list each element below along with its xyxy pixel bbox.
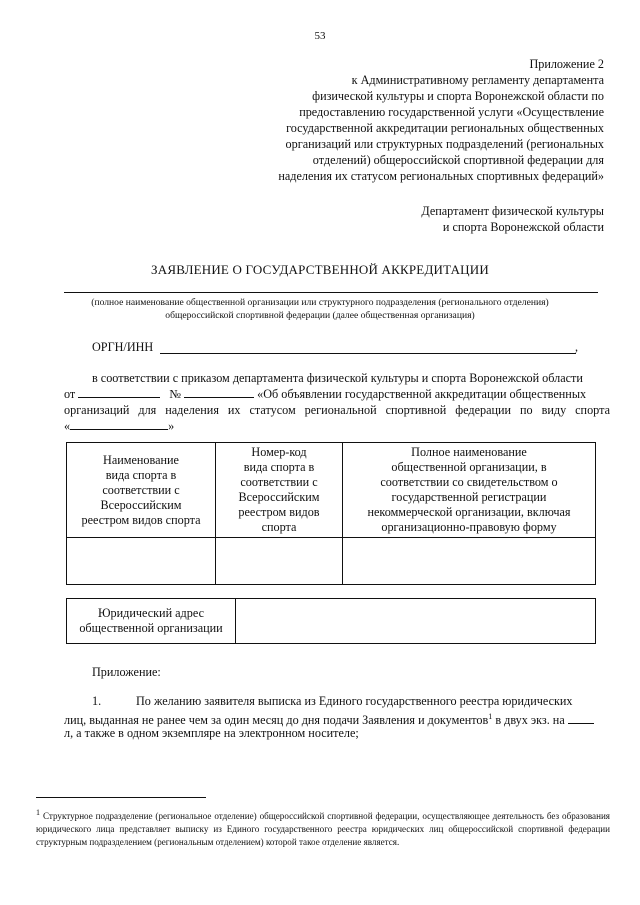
order-number-field[interactable] bbox=[184, 386, 254, 398]
appendix-header bbox=[264, 56, 604, 184]
header-sport-name: Наименование вида спорта в соответствии с Всероссийским реестром видов спорта bbox=[67, 443, 216, 538]
appendix-line: организаций или структурных подразделений (региональных bbox=[285, 137, 604, 151]
order-number-sign: № bbox=[169, 387, 181, 401]
appendix-line: предоставлению государственной услуги «Осуществление bbox=[299, 105, 604, 119]
appendix-line: наделения их статусом региональных спортивных федераций» bbox=[278, 169, 604, 183]
header-org-full-name: Полное наименование общественной организации, в соответствии со свидетельством о государственной регистрации некоммерческой организации, включая организационно-правовую форму bbox=[343, 443, 596, 538]
attachment-item-line-3: л, а также в одном экземпляре на электронном носителе; bbox=[64, 726, 359, 740]
appendix-line: к Административному регламенту департамента bbox=[351, 73, 604, 87]
recipient-line: и спорта Воронежской области bbox=[442, 220, 604, 234]
table-row bbox=[67, 599, 596, 644]
page-number: 53 bbox=[314, 30, 326, 42]
table-row bbox=[67, 538, 596, 585]
org-name-cell[interactable] bbox=[343, 538, 596, 585]
order-line-1: в соответствии с приказом департамента физической культуры и спорта Воронежской области bbox=[92, 371, 583, 385]
recipient-line: Департамент физической культуры bbox=[421, 204, 604, 218]
org-name-line[interactable] bbox=[64, 292, 598, 293]
table-header-row bbox=[67, 443, 596, 538]
address-table bbox=[66, 598, 596, 644]
sport-code-cell[interactable] bbox=[216, 538, 343, 585]
order-title: «Об объявлении государственной аккредитации общественных bbox=[257, 387, 587, 401]
org-name-caption bbox=[0, 296, 640, 322]
footnote-text: Структурное подразделение (региональное отделение) общероссийской спортивной федерации, осуществляющее деятельность без образования юридического лица представляет выписку из Единого государственного реестра юридических лиц общероссийской спортивной федерации структурным подразделением (региональным отделением) которой такое отделение является. bbox=[36, 811, 610, 848]
ogrn-label: ОРГН/ИНН bbox=[92, 340, 154, 354]
ogrn-inn-field[interactable] bbox=[160, 353, 576, 354]
sheets-count-field[interactable] bbox=[568, 712, 594, 724]
sport-kind-line bbox=[64, 418, 174, 434]
appendix-line: Приложение 2 bbox=[529, 57, 604, 71]
order-from: от bbox=[64, 387, 76, 401]
attachment-item-number: 1. bbox=[92, 694, 102, 708]
attachment-item-line-2: лиц, выданная не ранее чем за один месяц до дня подачи Заявления и документов$^1$ в двух экз. на bbox=[64, 709, 594, 728]
document-title: ЗАЯВЛЕНИЕ О ГОСУДАРСТВЕННОЙ АККРЕДИТАЦИИ bbox=[151, 262, 489, 277]
caption-line: (полное наименование общественной организации или структурного подразделения (регионального отделения) bbox=[91, 297, 549, 308]
footnote-marker: 1 bbox=[36, 808, 40, 817]
order-date-field[interactable] bbox=[78, 386, 160, 398]
attachments-heading: Приложение: bbox=[92, 665, 161, 679]
ogrn-comma: , bbox=[575, 340, 579, 354]
recipient-block bbox=[421, 203, 604, 235]
quote-close: » bbox=[168, 419, 175, 433]
sport-kind-field[interactable] bbox=[70, 418, 168, 430]
order-line-3: организаций для наделения их статусом региональной спортивной федерации по виду спорта bbox=[64, 403, 610, 417]
appendix-line: физической культуры и спорта Воронежской области по bbox=[312, 89, 604, 103]
header-sport-code: Номер-код вида спорта в соответствии с Всероссийским реестром видов спорта bbox=[216, 443, 343, 538]
legal-address-cell[interactable] bbox=[236, 599, 596, 644]
footnote-divider bbox=[36, 797, 206, 798]
attachment-item-line: По желанию заявителя выписка из Единого государственного реестра юридических bbox=[136, 694, 573, 708]
footnote-ref: 1 bbox=[488, 712, 493, 721]
footnote bbox=[36, 806, 610, 849]
caption-line: общероссийской спортивной федерации (далее общественная организация) bbox=[165, 310, 475, 321]
order-line-2 bbox=[64, 386, 610, 402]
legal-address-label: Юридический адрес общественной организации bbox=[67, 599, 236, 644]
appendix-line: государственной аккредитации региональных общественных bbox=[286, 121, 604, 135]
quote-open: « bbox=[64, 419, 71, 433]
sport-name-cell[interactable] bbox=[67, 538, 216, 585]
sport-table bbox=[66, 442, 596, 585]
appendix-line: отделений) общероссийской спортивной федерации для bbox=[312, 153, 604, 167]
